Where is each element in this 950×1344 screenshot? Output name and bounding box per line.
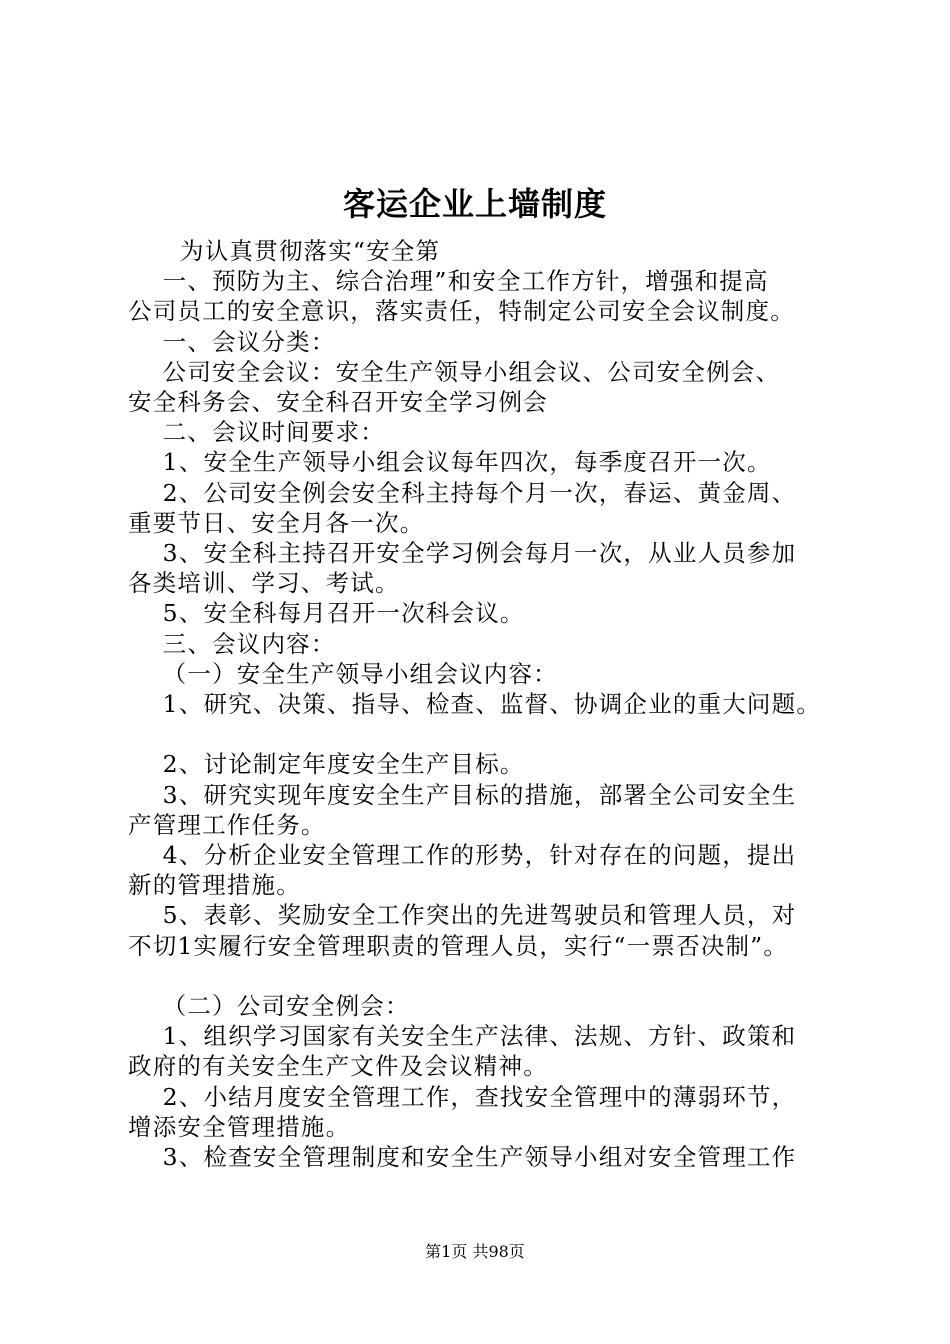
page-number: 第1页 共98页 (425, 1242, 525, 1261)
body-line: 4、分析企业安全管理工作的形势，针对存在的问题，提出 (128, 841, 797, 870)
body-line: 1、安全生产领导小组会议每年四次，每季度召开一次。 (128, 448, 772, 477)
body-line: 增添安全管理措施。 (128, 1112, 351, 1141)
body-line: 不切1实履行安全管理职责的管理人员，实行“一票否决制”。 (128, 931, 789, 960)
body-line: 3、安全科主持召开安全学习例会每月一次，从业人员参加 (128, 539, 797, 568)
body-line: 一、预防为主、综合治理”和安全工作方针，增强和提高 (128, 267, 769, 296)
body-line: （二）公司安全例会： (128, 992, 410, 1021)
body-line: 公司员工的安全意识，落实责任，特制定公司安全会议制度。 (128, 297, 795, 326)
body-line (128, 719, 838, 749)
body-line: 5、表彰、奖励安全工作突出的先进驾驶员和管理人员，对 (128, 901, 797, 930)
body-line: 安全科务会、安全科召开安全学习例会 (128, 388, 548, 417)
body-line: 各类培训、学习、考试。 (128, 569, 400, 598)
body-line: 为认真贯彻落实“安全第 (128, 237, 441, 265)
body-line: 2、公司安全例会安全科主持每个月一次，春运、黄金周、 (128, 478, 797, 507)
body-line: 产管理工作任务。 (128, 810, 326, 839)
body-line: 2、小结月度安全管理工作，查找安全管理中的薄弱环节， (128, 1082, 797, 1111)
body-line: 二、会议时间要求： (128, 418, 385, 447)
body-line: 3、检查安全管理制度和安全生产领导小组对安全管理工作 (128, 1143, 797, 1172)
body-line: 5、安全科每月召开一次科会议。 (128, 599, 525, 628)
body-line: 新的管理措施。 (128, 871, 301, 900)
body-line: 1、组织学习国家有关安全生产法律、法规、方针、政策和 (128, 1022, 797, 1051)
body-line: 一、会议分类： (128, 327, 336, 356)
body-line: 重要节日、安全月各一次。 (128, 508, 425, 537)
body-line: 3、研究实现年度安全生产目标的措施，部署全公司安全生 (128, 780, 797, 809)
document-body (128, 236, 838, 1172)
body-line: 2、讨论制定年度安全生产目标。 (128, 750, 525, 779)
body-line: （一）安全生产领导小组会议内容： (128, 659, 558, 688)
body-line: 1、研究、决策、指导、检查、监督、协调企业的重大问题。 (128, 690, 822, 719)
body-line: 政府的有关安全生产文件及会议精神。 (128, 1052, 548, 1081)
body-line: 公司安全会议：安全生产领导小组会议、公司安全例会、 (128, 357, 781, 386)
body-line (128, 961, 838, 991)
body-line: 三、会议内容： (128, 629, 336, 658)
document-title: 客运企业上墙制度 (342, 185, 607, 223)
